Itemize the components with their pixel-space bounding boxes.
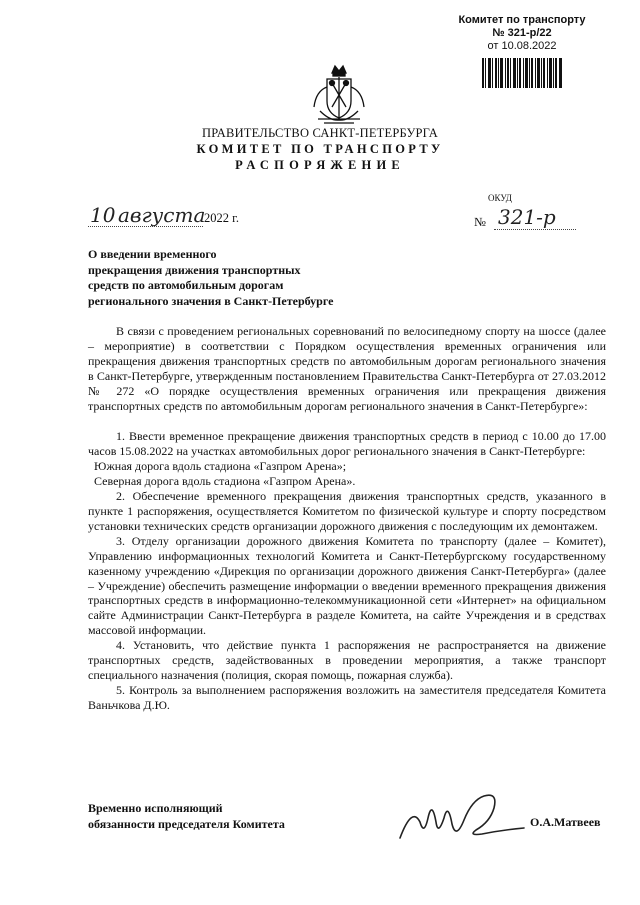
road-item-south: Южная дорога вдоль стадиона «Газпром Арена»; bbox=[94, 459, 347, 474]
title-line: прекращения движения транспортных bbox=[88, 262, 301, 277]
number-underline bbox=[494, 229, 576, 230]
title-line: регионального значения в Санкт-Петербурге bbox=[88, 293, 334, 308]
title-line: средств по автомобильным дорогам bbox=[88, 278, 284, 293]
registration-stamp bbox=[442, 14, 602, 92]
number-value: 321-р bbox=[498, 205, 556, 229]
signatory-title-line: Временно исполняющий bbox=[88, 801, 223, 815]
signatory-title bbox=[88, 800, 285, 832]
date-underline bbox=[88, 226, 203, 227]
item-1-paragraph: 1. Ввести временное прекращение движения транспортных средств в период с 10.00 до 17.00 часов 15.08.2022 на участках автомобильных дорог регионального значения в Санкт-Петербурге: bbox=[88, 429, 606, 459]
date-month: августа bbox=[118, 203, 206, 227]
coat-of-arms-emblem bbox=[310, 63, 368, 129]
document-date bbox=[88, 203, 268, 229]
item-2-paragraph: 2. Обеспечение временного прекращения движения транспортных средств, указанного в пункте 1 распоряжения, осуществляется Комитетом по физической культуре и спорту посредством установки технических средств организации дорожного движения с последующим их демонтажем. bbox=[88, 489, 606, 533]
number-sign: № bbox=[474, 215, 486, 229]
item-5-paragraph: 5. Контроль за выполнением распоряжения возложить на заместителя председателя Комитета Ваньчкова Д.Ю. bbox=[88, 682, 606, 712]
okud-label: ОКУД bbox=[488, 193, 512, 203]
stamp-date: от 10.08.2022 bbox=[487, 40, 557, 52]
title-line: О введении временного bbox=[88, 247, 217, 261]
barcode bbox=[482, 58, 562, 88]
stamp-number: № 321-р/22 bbox=[492, 27, 552, 39]
date-year: 2022 г. bbox=[204, 211, 239, 225]
committee-name: КОМИТЕТ ПО ТРАНСПОРТУ bbox=[196, 142, 444, 156]
handwritten-signature bbox=[398, 788, 526, 848]
item-4-paragraph: 4. Установить, что действие пункта 1 распоряжения не распространяется на движение транспортных средств, задействованных в проведении мероприятия, а также транспорт специального назначения (полиция, скорая помощь, пожарная служба). bbox=[88, 638, 606, 682]
document-type: РАСПОРЯЖЕНИЕ bbox=[235, 158, 405, 172]
item-3-paragraph: 3. Отделу организации дорожного движения Комитета по транспорту (далее – Комитет), Управлению информационных технологий Комитета и Санкт-Петербургскому государственному казенному учреждению «Дирекция по организации дорожного движения Санкт-Петербурга» (далее – Учреждение) обеспечить размещение информации о введении временного прекращения движения транспортных средств в информационно-телекоммуникационной сети «Интернет» на официальном сайте Администрации Санкт-Петербурга в разделе Комитета, на сайте Учреждения и в средствах массовой информации. bbox=[88, 533, 606, 638]
paragraph-gap bbox=[88, 413, 606, 429]
document-body bbox=[88, 324, 606, 713]
date-day: 10 bbox=[90, 203, 116, 227]
preamble-paragraph: В связи с проведением региональных соревнований по велосипедному спорту на шоссе (далее – мероприятие) в соответствии с Порядком осуществления временных ограничения или прекращения движения транспортных средств по автомобильным дорогам регионального значения в Санкт-Петербурге, утвержденным постановлением Правительства Санкт-Петербурга от 27.03.2012 № 272 «О порядке осуществления временных ограничения или прекращения движения транспортных средств по автомобильным дорогам регионального значения в Санкт-Петербурге»: bbox=[88, 324, 606, 413]
signatory-name: О.А.Матвеев bbox=[530, 815, 601, 829]
stamp-committee: Комитет по транспорту bbox=[458, 14, 586, 26]
document-number bbox=[474, 205, 584, 231]
government-name: ПРАВИТЕЛЬСТВО САНКТ-ПЕТЕРБУРГА bbox=[202, 126, 438, 140]
signatory-title-line: обязанности председателя Комитета bbox=[88, 817, 285, 831]
document-title bbox=[88, 247, 348, 309]
road-item-north: Северная дорога вдоль стадиона «Газпром Арена». bbox=[94, 474, 356, 489]
